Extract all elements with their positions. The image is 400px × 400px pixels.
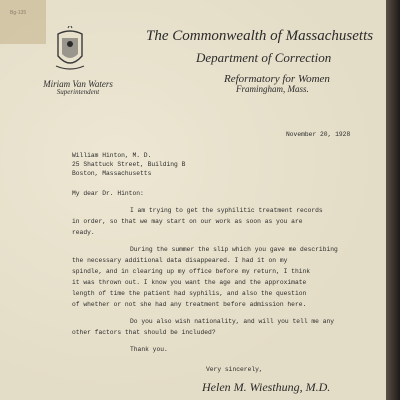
body-line: in order, so that we may start on our work as soon as you are xyxy=(72,218,303,225)
letterhead-department: Department of Correction xyxy=(196,50,332,65)
letter-date: November 20, 1928 xyxy=(286,131,351,138)
letterhead-reformatory: Reformatory for Women xyxy=(224,73,330,85)
thanks-line: Thank you. xyxy=(130,346,168,353)
letterhead-commonwealth: The Commonwealth of Massachusetts xyxy=(146,28,374,44)
body-line: Do you also wish nationality, and will you tell me any xyxy=(130,318,335,325)
letterhead-location: Framingham, Mass. xyxy=(236,84,309,94)
address-line: 25 Shattuck Street, Building B xyxy=(72,161,186,168)
body-line: of whether or not she had any treatment before admission here. xyxy=(72,301,307,308)
body-line: the necessary additional data disappeared. I had it on my xyxy=(72,257,288,264)
body-line: it was thrown out. I know you want the age and the approximate xyxy=(72,279,307,286)
closing: Very sincerely, xyxy=(206,366,263,373)
superintendent-title: Superintendent xyxy=(56,88,100,96)
letterhead-institution xyxy=(224,74,330,94)
body-line: other factors that should be included? xyxy=(72,329,216,336)
body-line: length of time the patient had syphilis, and also the question xyxy=(72,290,307,297)
address-line: William Hinton, M. D. xyxy=(72,152,152,159)
body-line: During the summer the slip which you gave me describing xyxy=(130,246,338,253)
signature: Helen M. Wiesthung, M.D. xyxy=(202,380,331,394)
address-line: Boston, Massachusetts xyxy=(72,170,152,177)
dark-edge xyxy=(386,0,400,400)
superintendent-name: Miriam Van Waters xyxy=(43,79,113,89)
body-line: I am trying to get the syphilitic treatment records xyxy=(130,207,323,214)
body-line: spindle, and in clearing up my office before my return, I think xyxy=(72,268,311,275)
state-seal-icon xyxy=(52,26,88,74)
superintendent-block xyxy=(28,80,128,96)
salutation: My dear Dr. Hinton: xyxy=(72,190,144,197)
body-line: ready. xyxy=(72,229,95,236)
corner-tape xyxy=(0,0,46,44)
archive-mark: Bg-135 xyxy=(10,10,27,16)
